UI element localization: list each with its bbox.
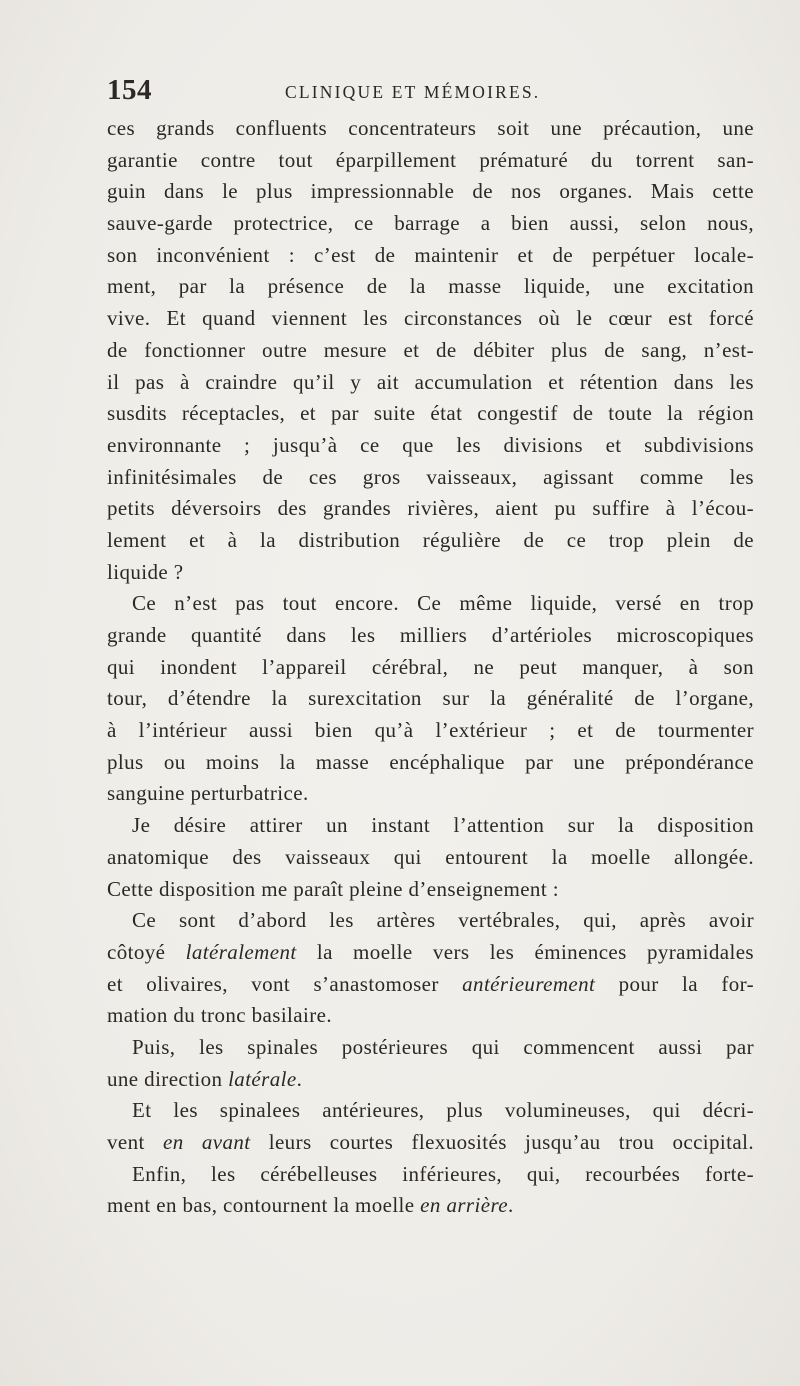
text-line xyxy=(107,1064,754,1096)
text-line: Enfin, les cérébelleuses inférieures, qui, recourbées forte- xyxy=(132,1161,754,1186)
text-line: Ce sont d’abord les artères vertébrales, qui, après avoir xyxy=(132,908,754,933)
text-line: anatomique des vaisseaux qui entourent la moelle allongée. xyxy=(107,844,754,869)
text-line xyxy=(107,937,754,969)
text-line: à l’intérieur aussi bien qu’à l’extérieur ; et de tourmenter xyxy=(107,718,754,743)
text-run: . xyxy=(507,1193,514,1218)
text-line: Puis, les spinales postérieures qui commencent aussi par xyxy=(132,1034,754,1059)
text-run: côtoyé xyxy=(107,939,186,964)
text-run: ment en bas, contournent la moelle xyxy=(107,1193,421,1218)
text-line: Cette disposition me paraît pleine d’enseignement : xyxy=(107,876,559,901)
text-line xyxy=(107,969,754,1001)
text-line xyxy=(107,1127,754,1159)
text-line: guin dans le plus impressionnable de nos organes. Mais cette xyxy=(107,179,754,204)
text-line: grande quantité dans les milliers d’artérioles microscopiques xyxy=(107,623,754,647)
text-run: et olivaires, vont s’anastomoser xyxy=(107,971,463,996)
running-title: CLINIQUE ET MÉMOIRES. xyxy=(285,82,541,102)
text-line: sauve-garde protectrice, ce barrage a bien aussi, selon nous, xyxy=(107,211,754,236)
text-line: environnante ; jusqu’à ce que les divisions et subdivisions xyxy=(107,432,754,457)
text-run: vent xyxy=(107,1130,163,1154)
running-head xyxy=(107,74,767,110)
text-line: tour, d’étendre la surexcitation sur la généralité de l’organe, xyxy=(107,686,754,711)
text-line: ces grands confluents concentrateurs soit une précaution, une xyxy=(107,116,754,140)
text-line: Ce n’est pas tout encore. Ce même liquide, versé en trop xyxy=(132,591,754,616)
text-run: une direction xyxy=(107,1066,229,1091)
text-run: . xyxy=(296,1066,303,1091)
italic-run: latérale xyxy=(228,1066,297,1091)
text-line: mation du tronc basilaire. xyxy=(107,1003,333,1028)
text-line: de fonctionner outre mesure et de débiter plus de sang, n’est- xyxy=(107,337,754,362)
text-line: il pas à craindre qu’il y ait accumulation et rétention dans les xyxy=(107,369,754,394)
italic-run: en avant xyxy=(162,1130,251,1154)
text-run: la moelle vers les éminences pyramidales xyxy=(296,939,754,964)
text-line: Et les spinalees antérieures, plus volumineuses, qui décri- xyxy=(132,1098,754,1123)
body-text xyxy=(107,113,754,1222)
text-line: son inconvénient : c’est de maintenir et de perpétuer locale- xyxy=(107,242,754,267)
page-number: 154 xyxy=(107,74,152,106)
italic-run: antérieurement xyxy=(462,971,596,996)
text-line: plus ou moins la masse encéphalique par une prépondérance xyxy=(107,749,754,774)
text-run: leurs courtes flexuosités jusqu’au trou occipital. xyxy=(250,1130,755,1154)
text-run: pour la for- xyxy=(595,971,754,996)
text-line: lement et à la distribution régulière de ce trop plein de xyxy=(107,527,754,552)
text-line: ment, par la présence de la masse liquide, une excitation xyxy=(107,274,754,299)
text-line: susdits réceptacles, et par suite état congestif de toute la région xyxy=(107,401,754,426)
text-line: vive. Et quand viennent les circonstances où le cœur est forcé xyxy=(107,306,754,331)
text-line xyxy=(107,1190,754,1222)
italic-run: en arrière xyxy=(420,1193,508,1218)
italic-run: latéralement xyxy=(185,939,297,964)
text-line: petits déversoirs des grandes rivières, aient pu suffire à l’écou- xyxy=(107,496,754,521)
text-line: infinitésimales de ces gros vaisseaux, agissant comme les xyxy=(107,464,754,489)
text-line: garantie contre tout éparpillement prématuré du torrent san- xyxy=(107,147,754,172)
text-line: Je désire attirer un instant l’attention sur la disposition xyxy=(132,813,754,838)
text-line: sanguine perturbatrice. xyxy=(107,781,309,806)
text-line: liquide ? xyxy=(107,559,184,584)
text-line: qui inondent l’appareil cérébral, ne peut manquer, à son xyxy=(107,654,754,679)
